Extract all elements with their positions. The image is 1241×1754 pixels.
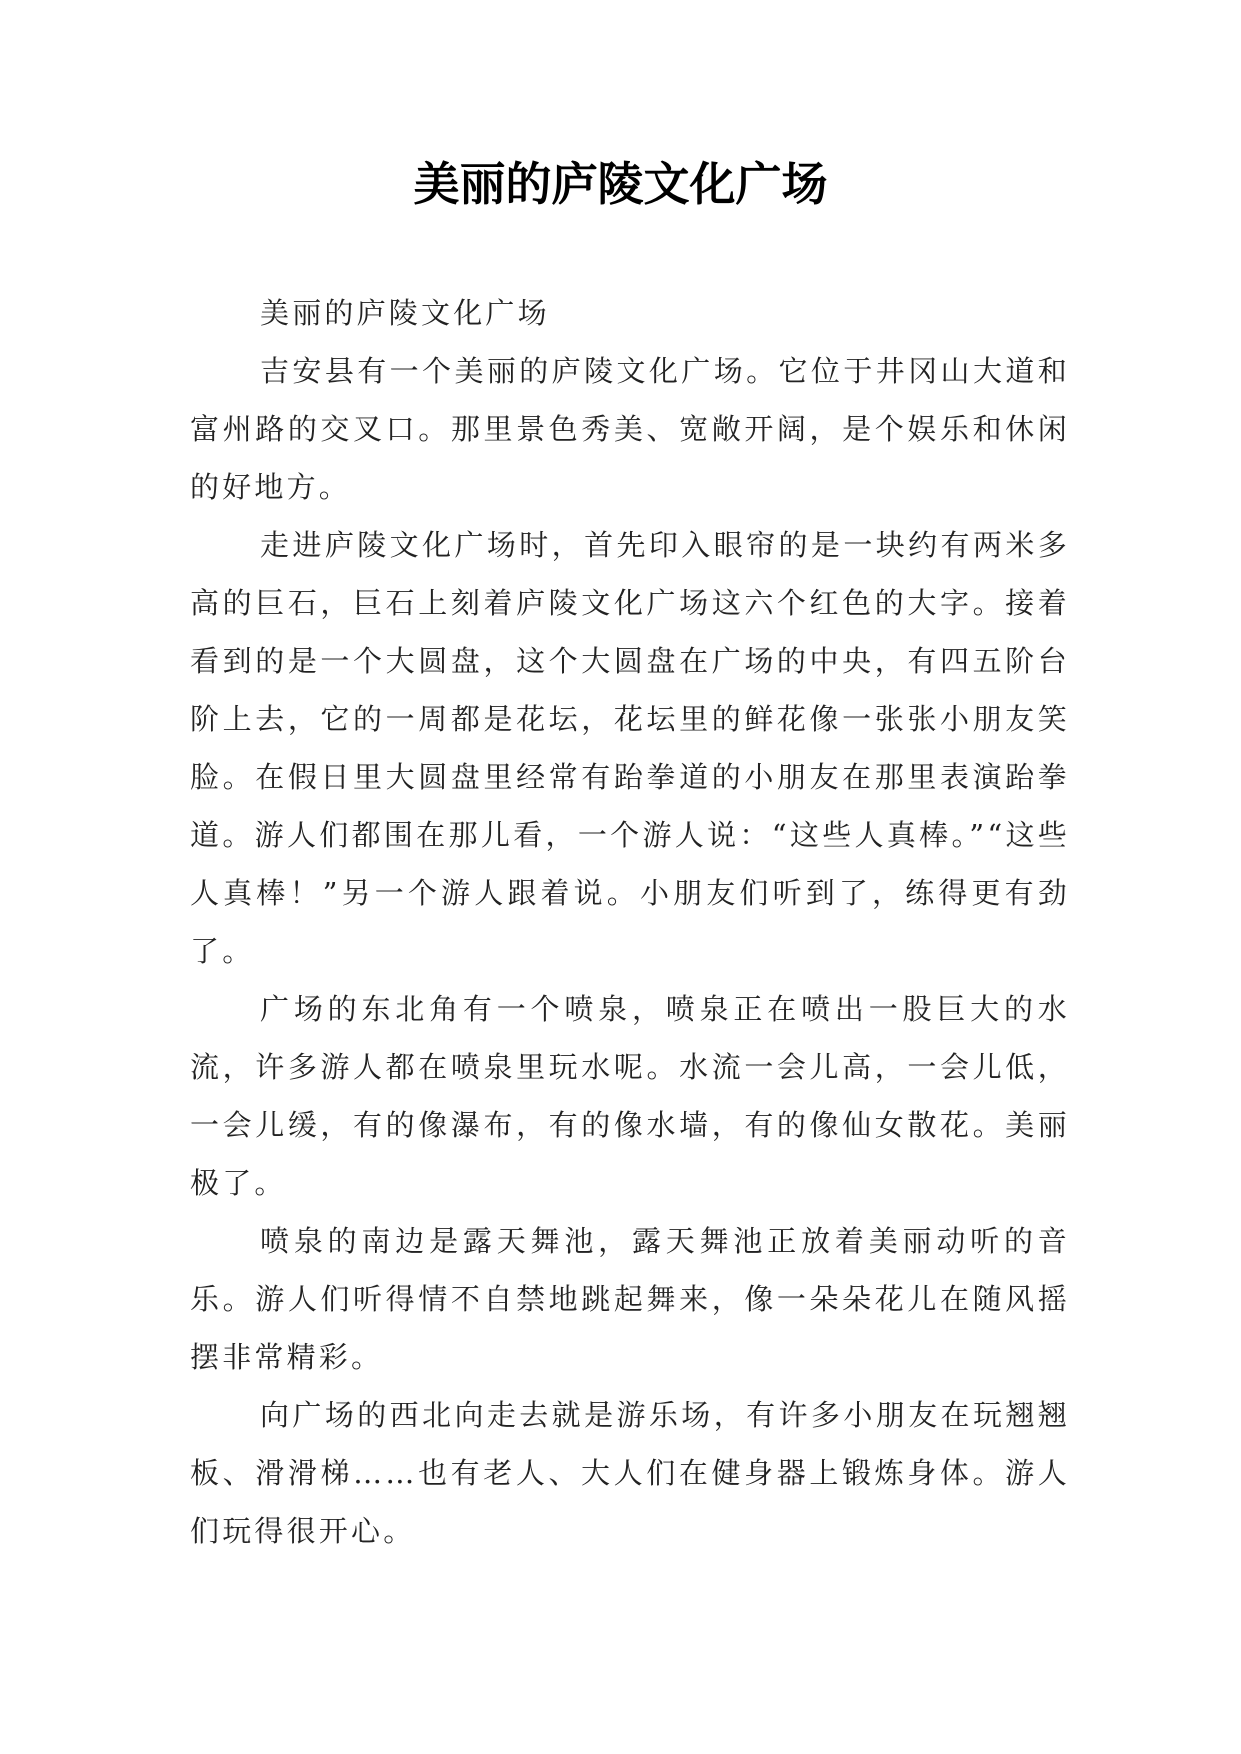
paragraph-playground: 向广场的西北向走去就是游乐场，有许多小朋友在玩翘翘板、滑滑梯……也有老人、大人们在健身器上锻炼身体。游人们玩得很开心。 (190, 1398, 1070, 1548)
paragraph-subtitle: 美丽的庐陵文化广场 (260, 296, 550, 330)
paragraph-fountain: 广场的东北角有一个喷泉，喷泉正在喷出一股巨大的水流，许多游人都在喷泉里玩水呢。水流一会儿高，一会儿低，一会儿缓，有的像瀑布，有的像水墙，有的像仙女散花。美丽极了。 (190, 992, 1070, 1200)
paragraph-entrance: 走进庐陵文化广场时，首先印入眼帘的是一块约有两米多高的巨石，巨石上刻着庐陵文化广场这六个红色的大字。接着看到的是一个大圆盘，这个大圆盘在广场的中央，有四五阶台阶上去，它的一周都是花坛，花坛里的鲜花像一张张小朋友笑脸。在假日里大圆盘里经常有跆拳道的小朋友在那里表演跆拳道。游人们都围在那儿看，一个游人说：“这些人真棒。”“这些人真棒！”另一个游人跟着说。小朋友们听到了，练得更有劲了。 (190, 528, 1070, 968)
paragraph-dance-floor: 喷泉的南边是露天舞池，露天舞池正放着美丽动听的音乐。游人们听得情不自禁地跳起舞来，像一朵朵花儿在随风摇摆非常精彩。 (190, 1224, 1070, 1374)
paragraph-intro: 吉安县有一个美丽的庐陵文化广场。它位于井冈山大道和富州路的交叉口。那里景色秀美、宽敞开阔，是个娱乐和休闲的好地方。 (190, 354, 1070, 504)
document-title: 美丽的庐陵文化广场 (413, 157, 828, 211)
document-body (190, 284, 1070, 1560)
